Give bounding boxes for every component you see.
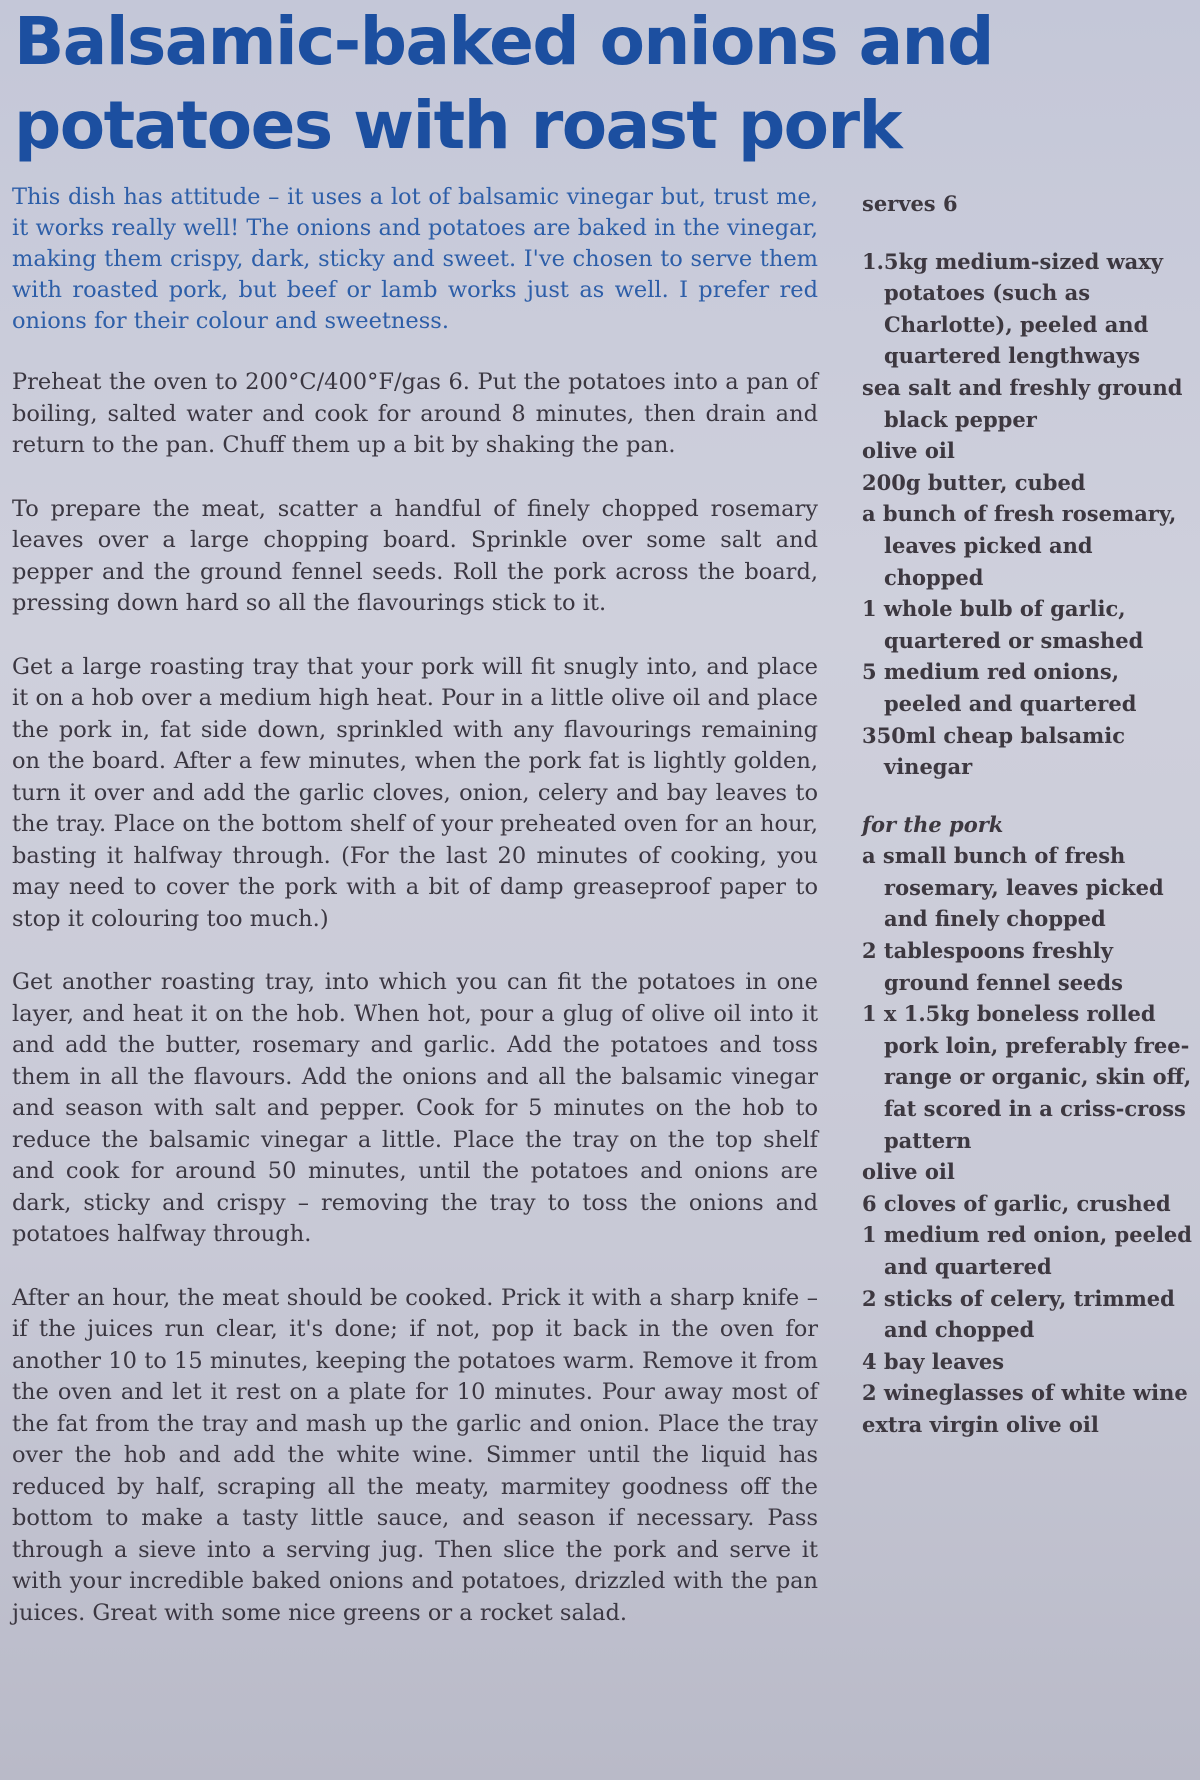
pork-ingredient-item: extra virgin olive oil	[862, 1411, 1099, 1437]
pork-ingredient-item: 2 sticks of celery, trimmed and chopped	[862, 1285, 1175, 1343]
ingredients-column	[862, 188, 1192, 1441]
serves-label: serves 6	[862, 191, 958, 216]
ingredient-item: a bunch of fresh rosemary, leaves picked and chopped	[862, 501, 1177, 590]
ingredient-item: sea salt and freshly ground black pepper	[862, 374, 1183, 432]
ingredient-item: 1.5kg medium-sized waxy potatoes (such as Charlotte), peeled and quartered lengthways	[862, 248, 1164, 369]
ingredient-item: 1 whole bulb of garlic, quartered or smashed	[862, 596, 1144, 653]
method-step: After an hour, the meat should be cooked. Prick it with a sharp knife – if the juices run clear, it's done; if not, pop it back in the oven for another 10 to 15 minutes, keeping the potatoes warm. Remove it from the oven and let it rest on a plate for 10 minutes. Pour away most of the fat from the tray and mash up the garlic and onion. Place the tray over the hob and add the white wine. Simmer until the liquid has reduced by half, scraping all the meaty, marmitey goodness off the bottom to make a tasty little sauce, and season if necessary. Pass through a sieve into a serving jug. Then slice the pork and serve it with your incredible baked onions and potatoes, drizzled with the pan juices. Great with some nice greens or a rocket salad.	[12, 1284, 818, 1626]
intro-paragraph: This dish has attitude – it uses a lot of balsamic vinegar but, trust me, it works really well! The onions and potatoes are baked in the vinegar, making them crispy, dark, sticky and sweet. I've chosen to serve them with roasted pork, but beef or lamb works just as well. I prefer red onions for their colour and sweetness.	[12, 184, 818, 334]
ingredient-item: olive oil	[862, 438, 955, 464]
method-step: To prepare the meat, scatter a handful of finely chopped rosemary leaves over a large chopping board. Sprinkle over some salt and pepper and the ground fennel seeds. Roll the pork across the board, pressing down hard so all the flavourings stick to it.	[12, 495, 818, 616]
pork-ingredient-item: 4 bay leaves	[862, 1348, 1005, 1374]
method-step: Get a large roasting tray that your pork will fit snugly into, and place it on a hob over a medium high heat. Pour in a little olive oil and place the pork in, fat side down, sprinkled with any flavourings remaining on the board. After a few minutes, when the pork fat is lightly golden, turn it over and add the garlic cloves, onion, celery and bay leaves to the tray. Place on the bottom shelf of your preheated oven for an hour, basting it halfway through. (For the last 20 minutes of cooking, you may need to cover the pork with a bit of damp greaseproof paper to stop it colouring too much.)	[12, 653, 818, 932]
pork-ingredient-item: 1 medium red onion, peeled and quartered	[862, 1222, 1192, 1279]
pork-ingredient-item: a small bunch of fresh rosemary, leaves picked and finely chopped	[862, 843, 1164, 932]
method-column	[12, 182, 818, 1661]
pork-ingredient-item: 2 wineglasses of white wine	[862, 1380, 1188, 1406]
pork-ingredient-item: 1 x 1.5kg boneless rolled pork loin, preferably free-range or organic, skin off, fat scored in a criss-cross pattern	[862, 1001, 1192, 1153]
pork-ingredient-item: 2 tablespoons freshly ground fennel seeds	[862, 938, 1123, 995]
pork-subheading: for the pork	[862, 811, 1004, 837]
ingredient-item: 5 medium red onions, peeled and quartered	[862, 659, 1137, 716]
recipe-title: Balsamic-baked onions and potatoes with roast pork	[14, 3, 993, 164]
pork-ingredient-item: olive oil	[862, 1159, 955, 1185]
method-step: Preheat the oven to 200°C/400°F/gas 6. Put the potatoes into a pan of boiling, salted water and cook for around 8 minutes, then drain and return to the pan. Chuff them up a bit by shaking the pan.	[12, 369, 818, 458]
method-step: Get another roasting tray, into which you can fit the potatoes in one layer, and heat it on the hob. When hot, pour a glug of olive oil into it and add the butter, rosemary and garlic. Add the potatoes and toss them in all the flavours. Add the onions and all the balsamic vinegar and season with salt and pepper. Cook for 5 minutes on the hob to reduce the balsamic vinegar a little. Place the tray on the top shelf and cook for around 50 minutes, until the potatoes and onions are dark, sticky and crispy – removing the tray to toss the onions and potatoes halfway through.	[12, 969, 818, 1247]
ingredient-item: 350ml cheap balsamic vinegar	[862, 722, 1126, 780]
pork-ingredient-item: 6 cloves of garlic, crushed	[862, 1190, 1171, 1216]
ingredient-item: 200g butter, cubed	[862, 469, 1086, 495]
